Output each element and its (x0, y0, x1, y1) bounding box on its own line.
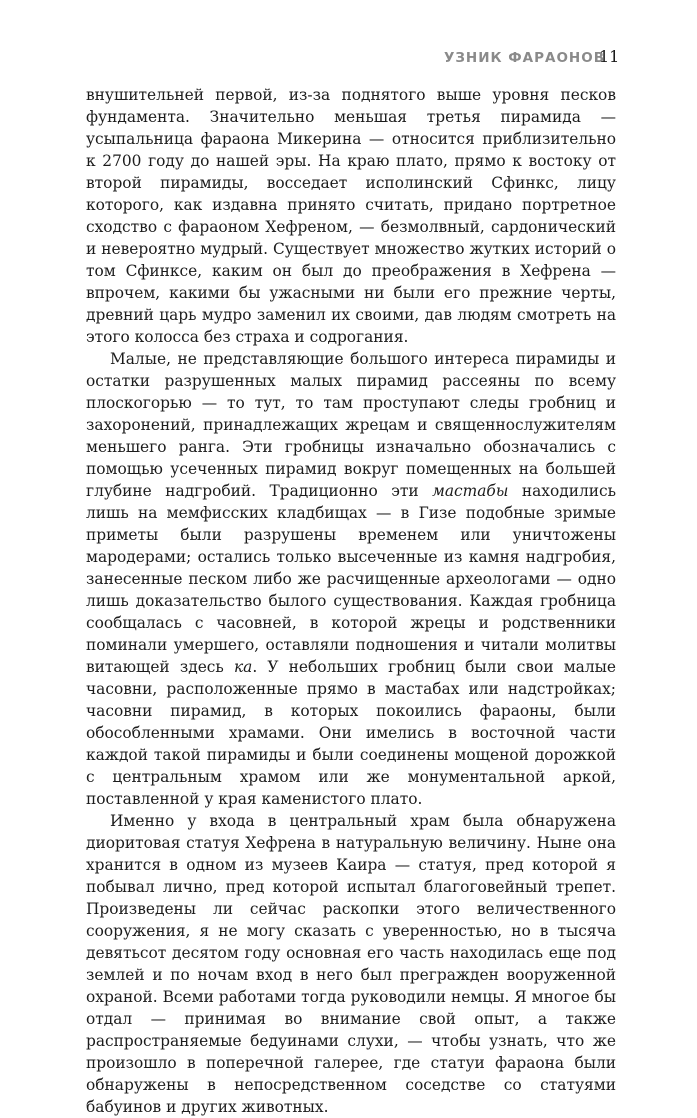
paragraph (86, 84, 616, 348)
paragraph-text: внушительней первой, из-за поднятого выше уровня песков фундамента. Значительно меньшая третья пирамида — усыпальница фараона Микерина — относится приблизительно к 2700 году до нашей эры. На краю плато, прямо к востоку от второй пирамиды, восседает исполинский Сфинкс, лицу которого, как издавна принято считать, придано портретное сходство с фараоном Хефреном, — безмолвный, сардонический и невероятно мудрый. Существует множество жутких историй о том Сфинксе, каким он был до преображения в Хефрена — впрочем, какими бы ужасными ни были его прежние черты, древний царь мудро заменил их своими, дав людям смотреть на этого колосса без страха и содрогания. (86, 86, 616, 346)
paragraph-text: находились лишь на мемфисских кладбищах — в Гизе подобные зримые приметы были разрушены временем или уничтожены мародерами; остались только высеченные из камня надгробия, занесенные песком либо же расчищенные археологами — одно лишь доказательство былого существования. Каждая гробница сообщалась с часовней, в которой жрецы и родственники поминали умершего, оставляли подношения и читали молитвы витающей здесь (86, 482, 616, 676)
italic-term: ка (233, 658, 253, 676)
body-text (86, 84, 616, 1118)
page-number: 11 (599, 47, 620, 66)
paragraph-text: Малые, не представляющие большого интереса пирамиды и остатки разрушенных малых пирамид рассеяны по всему плоскогорью — то тут, то там проступают следы гробниц и захоронений, принадлежащих жрецам и священнослужителям меньшего ранга. Эти гробницы изначально обозначались с помощью усеченных пирамид вокруг помещенных на большей глубине надгробий. Традиционно эти (86, 350, 616, 500)
paragraph-text: Именно у входа в центральный храм была обнаружена диоритовая статуя Хефрена в натуральную величину. Ныне она хранится в одном из музеев Каира — статуя, пред которой я побывал лично, пред которой испытал благоговейный трепет. Произведены ли сейчас раскопки этого величественного сооружения, я не могу сказать с уверенностью, но в тысяча девятьсот десятом году основная его часть находилась еще под землей и по ночам вход в него был прегражден вооруженной охраной. Всеми работами тогда руководили немцы. Я многое бы отдал — принимая во внимание свой опыт, а также распространяемые бедуинами слухи, — чтобы узнать, что же произошло в поперечной галерее, где статуи фараона были обнаружены в непосредственном соседстве со статуями бабуинов и других животных. (86, 812, 616, 1116)
italic-term: мастабы (432, 482, 509, 500)
paragraph (86, 348, 616, 810)
paragraph-text: . У небольших гробниц были свои малые часовни, расположенные прямо в мастабах или надстройках; часовни пирамид, в которых покоились фараоны, были обособленными храмами. Они имелись в восточной части каждой такой пирамиды и были соединены мощеной дорожкой с центральным храмом или же монументальной аркой, поставленной у края каменистого плато. (86, 658, 616, 808)
paragraph (86, 810, 616, 1118)
running-title: УЗНИК ФАРАОНОВ (443, 50, 605, 66)
